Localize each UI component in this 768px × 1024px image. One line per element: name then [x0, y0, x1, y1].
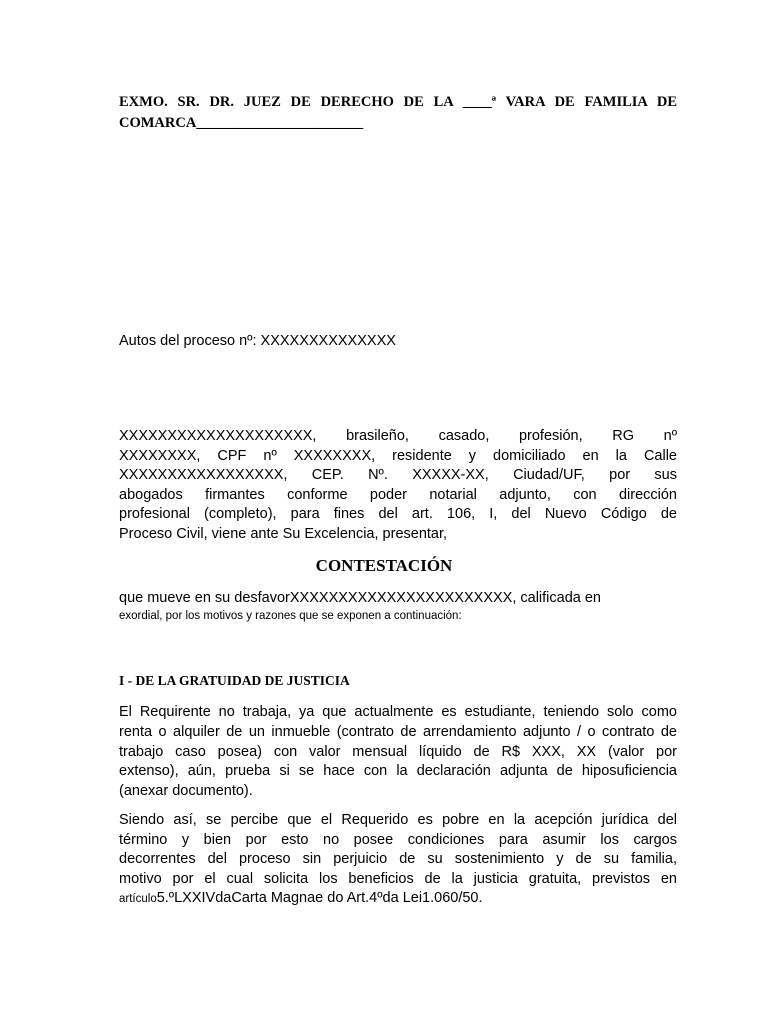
header-line-2: COMARCA_______________________ — [119, 115, 364, 131]
paragraph-line: extenso), aún, prueba si se hace con la declaración adjunta de hiposuficiencia — [119, 763, 677, 780]
contestation-title: CONTESTACIÓN — [315, 556, 453, 575]
legal-reference-prefix: artículo — [119, 893, 157, 906]
paragraph-line: (anexar documento). — [119, 783, 253, 800]
paragraph-line: trabajo caso posea) con valor mensual líquido de R$ XXX, XX (valor por — [119, 743, 677, 760]
section-paragraph-2 — [119, 811, 677, 910]
section-title: I - DE LA GRATUIDAD DE JUSTICIA — [119, 673, 350, 688]
paragraph-line: motivo por el cual solicita los beneficios de la justicia gratuita, previstos en — [119, 870, 677, 887]
header-line-1: EXMO. SR. DR. JUEZ DE DERECHO DE LA ____ª VARA DE FAMILIA DE — [119, 94, 677, 110]
parties-line-3: XXXXXXXXXXXXXXXXX, CEP. Nº. XXXXX-XX, Ciudad/UF, por sus — [119, 467, 677, 484]
section-paragraph-1 — [119, 703, 677, 802]
paragraph-line: El Requirente no trabaja, ya que actualmente es estudiante, teniendo solo como — [119, 704, 677, 720]
paragraph-line: término y bien por esto no posee condiciones para asumir los cargos — [119, 831, 677, 848]
parties-paragraph — [119, 427, 677, 545]
parties-line-6: Proceso Civil, viene ante Su Excelencia, presentar, — [119, 525, 448, 542]
parties-line-1: XXXXXXXXXXXXXXXXXXXX, brasileño, casado, profesión, RG nº — [119, 428, 677, 444]
parties-line-2: XXXXXXXX, CPF nº XXXXXXXX, residente y domiciliado en la Calle — [119, 447, 677, 464]
paragraph-line: renta o alquiler de un inmueble (contrato de arrendamiento adjunto / o contrato de — [119, 723, 677, 740]
paragraph-line: Siendo así, se percibe que el Requerido es pobre en la acepción jurídica del — [119, 812, 677, 828]
parties-line-4: abogados firmantes conforme poder notarial adjunto, con dirección — [119, 486, 677, 503]
court-address-header — [119, 92, 677, 134]
moves-paragraph — [119, 589, 677, 625]
parties-line-5: profesional (completo), para fines del art. 106, I, del Nuevo Código de — [119, 506, 677, 523]
moves-line-1: que mueve en su desfavorXXXXXXXXXXXXXXXXXXXXXXX, calificada en — [119, 590, 601, 606]
moves-line-2: exordial, por los motivos y razones que se exponen a continuación: — [119, 610, 462, 622]
paragraph-line: decorrentes del proceso sin perjuicio de su sostenimiento y de su familia, — [119, 851, 677, 868]
legal-reference-text: 5.ºLXXIVdaCarta Magnae do Art.4ºda Lei1.060/50. — [156, 890, 483, 907]
case-number: Autos del proceso nº: XXXXXXXXXXXXXX — [119, 333, 396, 349]
paragraph-line-legal-reference — [119, 889, 677, 910]
